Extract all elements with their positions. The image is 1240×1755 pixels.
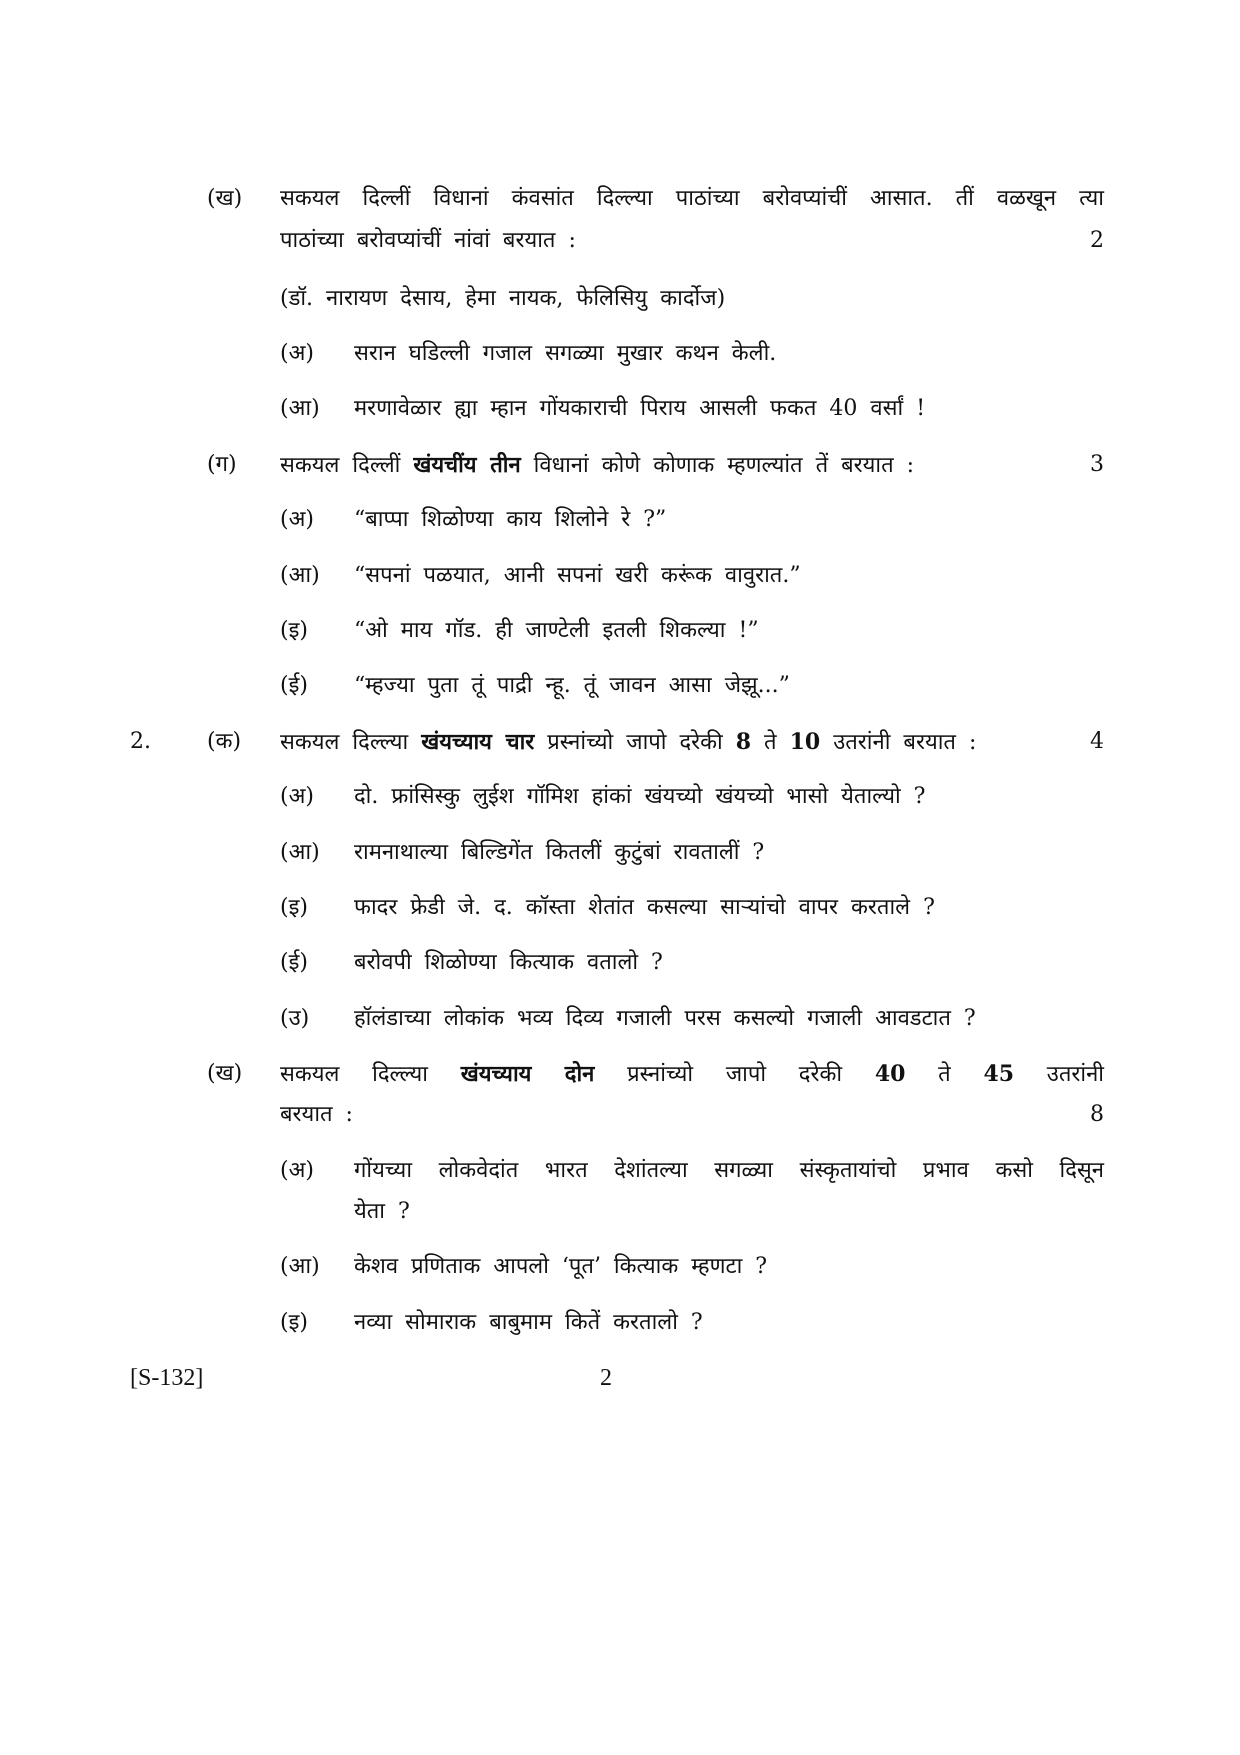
q1-ga-item-ii-text: “म्हज्या पुता तूं पाद्री न्हू. तूं जावन आसा जेझू...” <box>354 673 790 698</box>
q2-ka-item-aa-label: (आ) <box>280 840 320 865</box>
q2-ka-label: (क) <box>207 729 242 754</box>
q2-kha-item-i-text: नव्या सोमाराक बाबुमाम कितें करतालो ? <box>354 1310 703 1335</box>
q1-ga-item-aa-label: (आ) <box>280 563 320 588</box>
q2-kha-item-i-label: (इ) <box>280 1310 308 1335</box>
q2-ka-marks: 4 <box>1090 729 1104 754</box>
q2-kha-item-a-label: (अ) <box>280 1158 314 1183</box>
q1-ga-question: सकयल दिल्लीं खंयचींय तीन विधानां कोणे कोणाक म्हणल्यांत तें बरयात : <box>280 452 915 478</box>
page-number: 2 <box>600 1365 612 1391</box>
q1-kha-item-a-label: (अ) <box>280 341 314 366</box>
q2-kha-question: सकयल दिल्ल्या खंयच्याय दोन प्रस्नांच्यो जापो दरेकी 40 ते 45 उतरांनी <box>280 1061 1104 1087</box>
q2-ka-item-u-text: हॉलंडाच्या लोकांक भव्य दिव्य गजाली परस कसल्यो गजाली आवडटात ? <box>354 1006 976 1031</box>
q2-kha-item-a-text2: येता ? <box>354 1199 410 1224</box>
q1-kha-item-aa-label: (आ) <box>280 396 320 421</box>
q1-kha-item-a-text: सरान घडिल्ली गजाल सगळ्या मुखार कथन केली. <box>354 341 777 366</box>
q1-ga-item-aa-text: “सपनां पळयात, आनी सपनां खरी करूंक वावुरात.” <box>354 563 801 588</box>
q1-kha-line1: सकयल दिल्लीं विधानां कंवसांत दिल्ल्या पाठांच्या बरोवप्यांचीं आसात. तीं वळखून त्या <box>280 186 1104 211</box>
q1-ga-item-i-label: (इ) <box>280 618 308 643</box>
q2-ka-item-i-label: (इ) <box>280 895 308 920</box>
q1-kha-line2: पाठांच्या बरोवप्यांचीं नांवां बरयात : <box>280 228 576 253</box>
q2-kha-label: (ख) <box>207 1061 243 1086</box>
q1-ga-marks: 3 <box>1090 452 1104 477</box>
q2-kha-item-aa-text: केशव प्रणिताक आपलो ‘पूत’ कित्याक म्हणटा ? <box>354 1254 768 1279</box>
q2-ka-item-a-label: (अ) <box>280 784 314 809</box>
paper-code: [S-132] <box>130 1365 204 1391</box>
q2-number: 2. <box>130 729 151 754</box>
q1-kha-options: (डॉ. नारायण देसाय, हेमा नायक, फेलिसियु कार्दोज) <box>280 286 726 311</box>
q2-kha-line2: बरयात : <box>280 1102 353 1127</box>
q1-ga-item-a-label: (अ) <box>280 507 314 532</box>
q1-kha-item-aa-text: मरणावेळार ह्या म्हान गोंयकाराची पिराय आसली फकत 40 वर्सां ! <box>354 396 926 421</box>
q1-kha-marks: 2 <box>1090 228 1104 253</box>
q2-kha-marks: 8 <box>1090 1102 1104 1127</box>
q2-kha-item-aa-label: (आ) <box>280 1254 320 1279</box>
q2-ka-item-aa-text: रामनाथाल्या बिल्डिगेंत कितलीं कुटुंबां रावतालीं ? <box>354 840 765 865</box>
q1-ga-item-i-text: “ओ माय गॉड. ही जाण्टेली इतली शिकल्या !” <box>354 618 759 643</box>
q2-ka-item-a-text: दो. फ्रांसिस्कु लुईश गॉमिश हांकां खंयच्यो खंयच्यो भासो येताल्यो ? <box>354 784 926 809</box>
q1-ga-label: (ग) <box>207 452 237 477</box>
q2-ka-item-u-label: (उ) <box>280 1006 310 1031</box>
q2-ka-item-ii-label: (ई) <box>280 950 308 975</box>
q1-ga-item-a-text: “बाप्पा शिळोण्या काय शिलोने रे ?” <box>354 507 667 532</box>
q2-ka-item-i-text: फादर फ्रेडी जे. द. कॉस्ता शेतांत कसल्या सार्‍यांचो वापर करताले ? <box>354 895 935 920</box>
q2-ka-item-ii-text: बरोवपी शिळोण्या कित्याक वतालो ? <box>354 950 663 975</box>
q1-kha-label: (ख) <box>207 186 243 211</box>
q2-kha-item-a-text: गोंयच्या लोकवेदांत भारत देशांतल्या सगळ्या संस्कृतायांचो प्रभाव कसो दिसून <box>354 1158 1104 1183</box>
q1-ga-item-ii-label: (ई) <box>280 673 308 698</box>
q2-ka-question: सकयल दिल्ल्या खंयच्याय चार प्रस्नांच्यो जापो दरेकी 8 ते 10 उतरांनी बरयात : <box>280 729 977 755</box>
